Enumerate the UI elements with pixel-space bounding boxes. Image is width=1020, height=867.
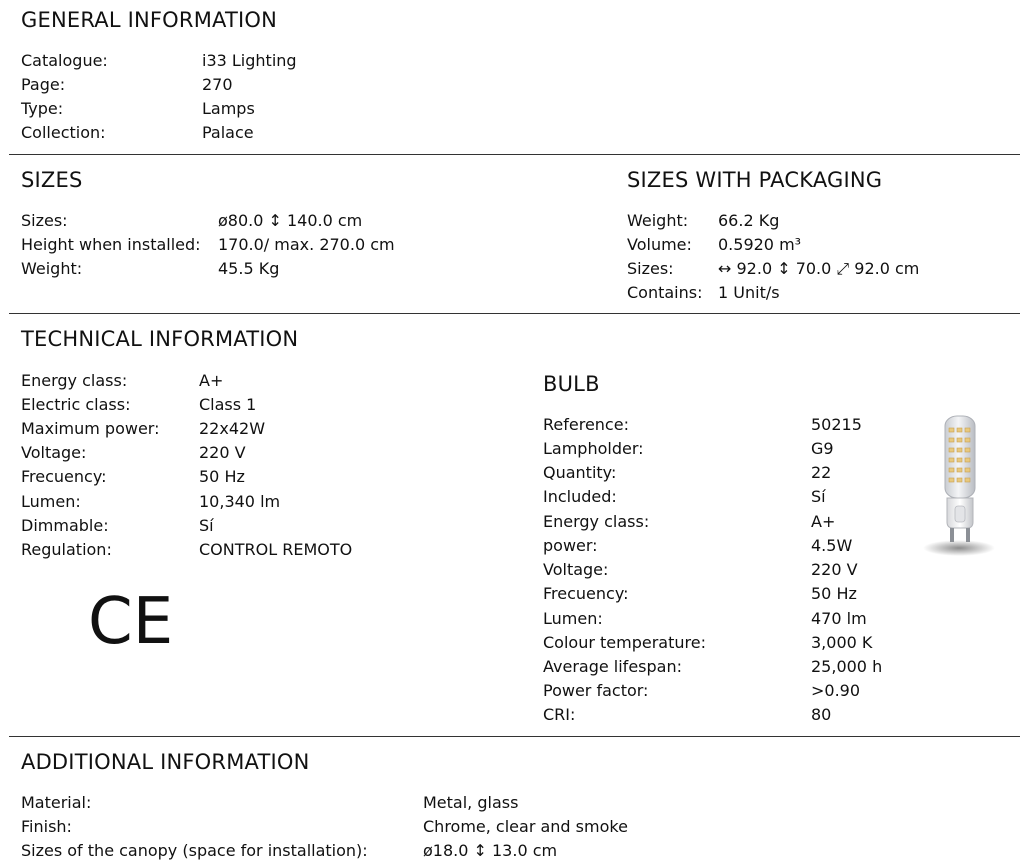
row-value: ↔ 92.0 ↕ 70.0 ⤢ 92.0 cm — [718, 259, 920, 278]
row-value: 45.5 Kg — [218, 259, 280, 278]
row-value: Sí — [199, 516, 214, 535]
row-value: 22 — [811, 463, 832, 482]
technical-info-title: TECHNICAL INFORMATION — [21, 327, 299, 351]
row-value: 1 Unit/s — [718, 283, 780, 302]
row-value: 270 — [202, 75, 233, 94]
row-value: 0.5920 m³ — [718, 235, 802, 254]
row-label: Page: — [21, 75, 66, 94]
row-label: Average lifespan: — [543, 657, 682, 676]
bulb-pin-right — [966, 528, 970, 542]
row-value: 470 lm — [811, 609, 867, 628]
row-label: Voltage: — [543, 560, 609, 579]
row-value: 220 V — [199, 443, 246, 462]
general-info-title: GENERAL INFORMATION — [21, 8, 278, 32]
row-label: Regulation: — [21, 540, 112, 559]
row-label: Lumen: — [543, 609, 603, 628]
row-value: >0.90 — [811, 681, 861, 700]
row-value: Palace — [202, 123, 254, 142]
row-value: Chrome, clear and smoke — [423, 817, 628, 836]
g9-bulb-image — [918, 410, 1000, 562]
row-label: Voltage: — [21, 443, 87, 462]
row-label: CRI: — [543, 705, 576, 724]
row-value: Lamps — [202, 99, 255, 118]
row-value: A+ — [199, 371, 224, 390]
row-value: 80 — [811, 705, 832, 724]
row-label: Frecuency: — [21, 467, 107, 486]
section-divider — [9, 154, 1020, 155]
row-value: 10,340 lm — [199, 492, 281, 511]
row-value: 50215 — [811, 415, 862, 434]
row-label: Energy class: — [21, 371, 128, 390]
row-value: 22x42W — [199, 419, 266, 438]
row-value: ø80.0 ↕ 140.0 cm — [218, 211, 363, 230]
row-value: i33 Lighting — [202, 51, 297, 70]
row-value: Metal, glass — [423, 793, 519, 812]
row-label: Electric class: — [21, 395, 131, 414]
row-value: 66.2 Kg — [718, 211, 780, 230]
row-value: 220 V — [811, 560, 858, 579]
row-label: Included: — [543, 487, 617, 506]
bulb-base-slot — [955, 506, 965, 522]
row-label: Sizes of the canopy (space for installation): — [21, 841, 368, 860]
row-label: Power factor: — [543, 681, 649, 700]
row-label: Reference: — [543, 415, 629, 434]
row-label: Maximum power: — [21, 419, 160, 438]
row-value: ø18.0 ↕ 13.0 cm — [423, 841, 558, 860]
row-label: Collection: — [21, 123, 106, 142]
row-label: Finish: — [21, 817, 72, 836]
row-label: Weight: — [21, 259, 83, 278]
ce-mark-icon: CE — [88, 585, 174, 659]
row-value: CONTROL REMOTO — [199, 540, 353, 559]
row-label: Sizes: — [21, 211, 68, 230]
row-label: Quantity: — [543, 463, 617, 482]
row-value: A+ — [811, 512, 836, 531]
row-label: Lampholder: — [543, 439, 644, 458]
row-label: Catalogue: — [21, 51, 108, 70]
row-value: Sí — [811, 487, 826, 506]
row-label: Lumen: — [21, 492, 81, 511]
row-value: 50 Hz — [199, 467, 245, 486]
row-label: Energy class: — [543, 512, 650, 531]
section-divider — [9, 313, 1020, 314]
row-value: 25,000 h — [811, 657, 883, 676]
row-value: 170.0/ max. 270.0 cm — [218, 235, 395, 254]
bulb-title: BULB — [543, 372, 600, 396]
row-label: Weight: — [627, 211, 689, 230]
row-value: 50 Hz — [811, 584, 857, 603]
row-label: Material: — [21, 793, 92, 812]
row-label: Volume: — [627, 235, 692, 254]
row-label: power: — [543, 536, 598, 555]
row-label: Frecuency: — [543, 584, 629, 603]
row-label: Contains: — [627, 283, 703, 302]
row-value: 3,000 K — [811, 633, 873, 652]
row-label: Type: — [21, 99, 64, 118]
sizes-title: SIZES — [21, 168, 83, 192]
row-value: 4.5W — [811, 536, 853, 555]
packaging-title: SIZES WITH PACKAGING — [627, 168, 883, 192]
row-value: Class 1 — [199, 395, 257, 414]
row-label: Dimmable: — [21, 516, 109, 535]
row-value: G9 — [811, 439, 834, 458]
row-label: Height when installed: — [21, 235, 201, 254]
additional-info-title: ADDITIONAL INFORMATION — [21, 750, 310, 774]
bulb-shadow — [923, 540, 995, 556]
row-label: Sizes: — [627, 259, 674, 278]
row-label: Colour temperature: — [543, 633, 706, 652]
bulb-pin-left — [950, 528, 954, 542]
section-divider — [9, 736, 1020, 737]
